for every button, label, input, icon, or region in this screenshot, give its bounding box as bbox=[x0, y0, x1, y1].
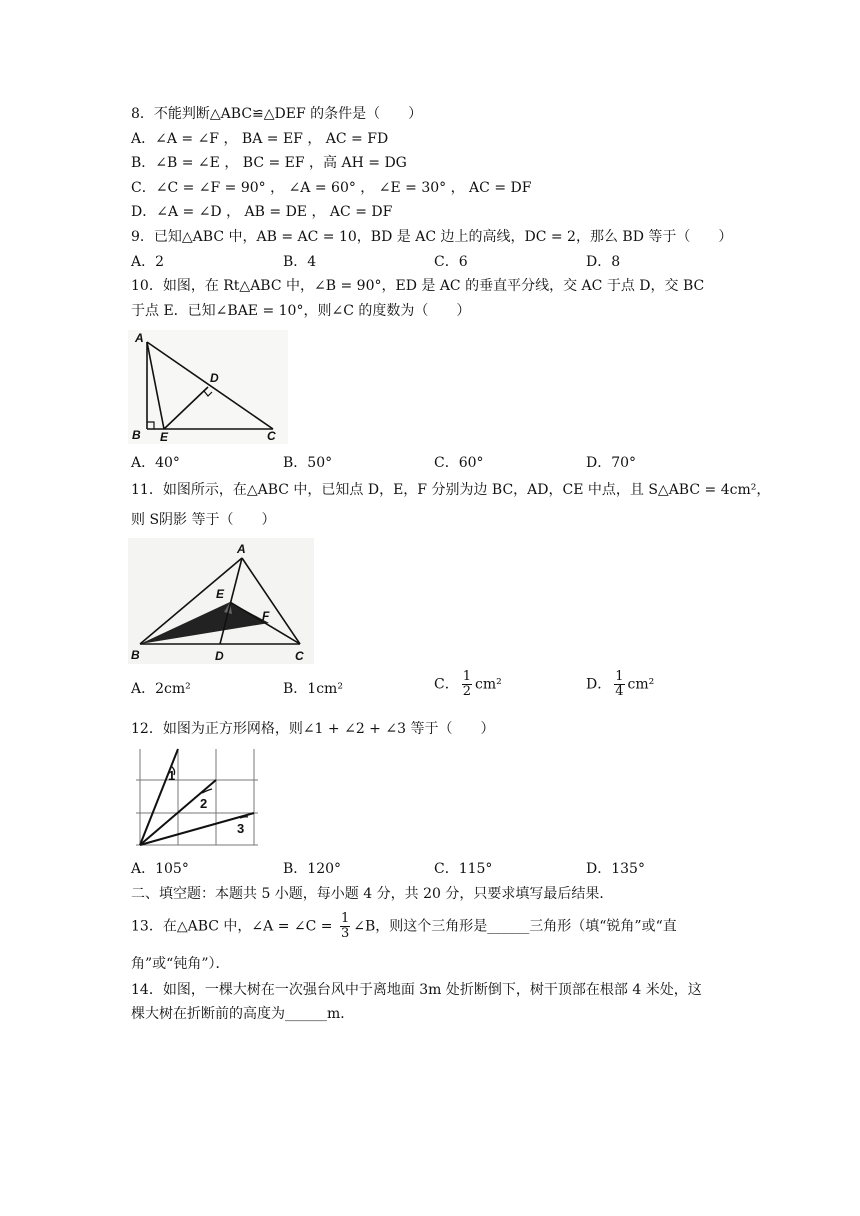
q11-stem-line2: 则 S阴影 等于（ ） bbox=[131, 512, 276, 528]
q8-option-b: B．∠B = ∠E ， BC = EF ，高 AH = DG bbox=[131, 155, 407, 171]
q13-stem-line2: 角”或“钝角”）． bbox=[131, 956, 230, 972]
q14-stem-line1: 14．如图，一棵大树在一次强台风中于离地面 3m 处折断倒下，树干顶部在根部 4 米处，这 bbox=[131, 982, 702, 998]
q11-label-e: E bbox=[216, 587, 225, 601]
q10-stem-line2: 于点 E．已知∠BAE = 10°，则∠C 的度数为（ ） bbox=[131, 303, 471, 319]
q11-label-b: B bbox=[131, 648, 140, 662]
q13-fraction bbox=[340, 912, 350, 941]
q11-option-b-key: B． bbox=[283, 681, 308, 697]
q10-label-b: B bbox=[132, 428, 141, 442]
q11-option-d-denominator: 4 bbox=[615, 684, 624, 699]
q10-option-b: B．50° bbox=[283, 455, 333, 471]
q8-option-a: A．∠A = ∠F ， BA = EF ， AC = FD bbox=[131, 131, 389, 147]
q12-stem: 12．如图为正方形网格，则∠1 + ∠2 + ∠3 等于（ ） bbox=[131, 721, 495, 737]
q11-option-a-value: 2cm² bbox=[155, 681, 191, 697]
q10-option-d: D．70° bbox=[586, 455, 637, 471]
q10-label-c: C bbox=[267, 429, 276, 443]
q11-option-d-numerator: 1 bbox=[615, 669, 624, 684]
q9-stem: 9．已知△ABC 中，AB = AC = 10，BD 是 AC 边上的高线，DC = 2，那么 BD 等于（ ） bbox=[131, 229, 733, 245]
q10-figure bbox=[128, 330, 288, 444]
q12-label-2: 2 bbox=[200, 796, 208, 811]
q11-option-c-fraction bbox=[462, 670, 472, 699]
q10-label-d: D bbox=[210, 371, 219, 385]
q11-option-c-unit: cm² bbox=[475, 676, 502, 693]
q11-option-c bbox=[434, 670, 502, 699]
q11-option-a-key: A． bbox=[131, 681, 156, 697]
q11-option-b-value: 1cm² bbox=[307, 681, 343, 697]
q10-option-a: A．40° bbox=[131, 455, 180, 471]
q11-option-d bbox=[586, 670, 654, 699]
q11-option-c-denominator: 2 bbox=[462, 684, 471, 699]
q11-option-d-fraction bbox=[614, 670, 624, 699]
q8-option-d: D．∠A = ∠D ， AB = DE ， AC = DF bbox=[131, 204, 393, 220]
q9-option-b: B．4 bbox=[283, 254, 317, 270]
q12-label-1: 1 bbox=[168, 768, 176, 783]
q13-frac-numerator: 1 bbox=[340, 911, 350, 926]
q11-figure-background bbox=[128, 538, 314, 664]
q11-label-f: F bbox=[262, 609, 270, 623]
q13-stem-line1 bbox=[131, 912, 677, 941]
q11-option-a bbox=[131, 679, 191, 699]
q11-option-c-numerator: 1 bbox=[462, 669, 471, 684]
q14-stem-line2: 棵大树在折断前的高度为______m． bbox=[131, 1006, 355, 1022]
q11-label-d: D bbox=[215, 649, 224, 663]
q9-option-a: A．2 bbox=[131, 254, 165, 270]
q10-label-e: E bbox=[160, 430, 169, 444]
q8-stem: 8．不能判断△ABC≌△DEF 的条件是（ ） bbox=[131, 106, 423, 122]
q13-stem-post: ∠B，则这个三角形是______三角形（填“锐角”或“直 bbox=[353, 918, 677, 935]
q11-option-d-key: D． bbox=[586, 676, 612, 693]
q12-label-3: 3 bbox=[237, 821, 245, 836]
q12-option-d: D．135° bbox=[586, 861, 645, 877]
q8-option-c: C．∠C = ∠F = 90° ， ∠A = 60° ， ∠E = 30° ， AC = DF bbox=[131, 180, 532, 196]
q11-stem-line1: 11．如图所示，在△ABC 中，已知点 D，E，F 分别为边 BC，AD，CE 中点，且 S△ABC = 4cm²， bbox=[131, 482, 771, 498]
q11-option-b bbox=[283, 679, 343, 699]
q9-option-c: C．6 bbox=[434, 254, 468, 270]
q12-figure bbox=[128, 744, 262, 850]
q11-figure bbox=[128, 538, 314, 664]
q9-option-d: D．8 bbox=[586, 254, 621, 270]
section2-title: 二、填空题：本题共 5 小题，每小题 4 分，共 20 分，只要求填写最后结果． bbox=[131, 886, 614, 902]
q13-frac-denominator: 3 bbox=[340, 926, 350, 941]
q10-stem-line1: 10．如图，在 Rt△ABC 中，∠B = 90°，ED 是 AC 的垂直平分线，交 AC 于点 D，交 BC bbox=[131, 278, 705, 294]
q11-option-d-unit: cm² bbox=[627, 676, 655, 693]
q11-label-c: C bbox=[295, 649, 304, 663]
q12-option-c: C．115° bbox=[434, 861, 493, 877]
q13-stem-pre: 13．在△ABC 中，∠A = ∠C = bbox=[131, 918, 337, 935]
q10-label-a: A bbox=[135, 331, 144, 345]
q12-option-a: A．105° bbox=[131, 861, 189, 877]
q12-option-b: B．120° bbox=[283, 861, 342, 877]
q10-option-c: C．60° bbox=[434, 455, 484, 471]
q11-option-c-key: C． bbox=[434, 676, 459, 693]
q11-label-a: A bbox=[237, 542, 246, 556]
